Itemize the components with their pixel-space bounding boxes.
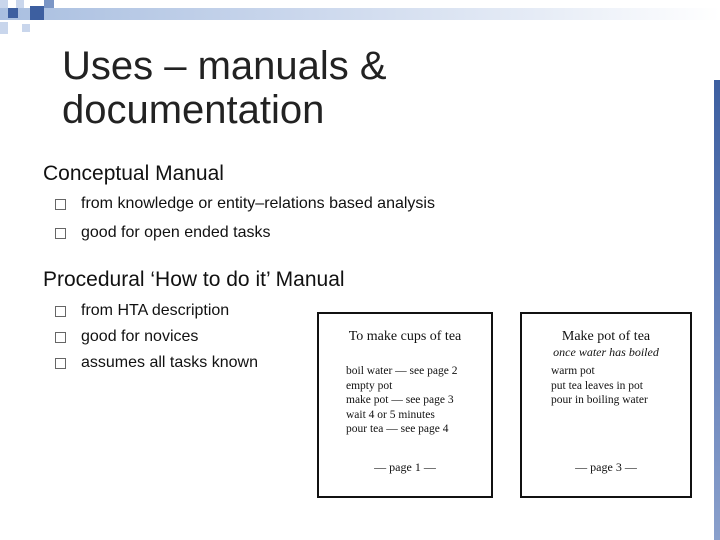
decoration-square (16, 0, 24, 8)
bullet-list-procedural (55, 298, 258, 376)
decoration-square (8, 8, 18, 18)
card-step: wait 4 or 5 minutes (346, 408, 435, 421)
checkbox-bullet-icon (55, 199, 66, 210)
slide-title: Uses – manuals & documentation (62, 44, 387, 132)
card-subtitle: once water has boiled (553, 345, 659, 359)
checkbox-bullet-icon (55, 228, 66, 239)
manual-page-card (317, 312, 493, 498)
card-page-number: — page 1 — (374, 460, 436, 474)
bullet-item (55, 220, 435, 246)
bullet-item (55, 324, 258, 350)
card-page-number: — page 3 — (575, 460, 637, 474)
card-title: Make pot of tea (561, 329, 651, 344)
bullet-text: good for open ended tasks (81, 224, 271, 241)
card-step: put tea leaves in pot (551, 379, 643, 392)
card-step: pour in boiling water (551, 394, 648, 406)
decoration-square (22, 24, 30, 32)
bullet-text: assumes all tasks known (81, 354, 258, 371)
bullet-text: from knowledge or entity–relations based analysis (81, 195, 435, 212)
bullet-text: good for novices (81, 328, 199, 345)
section-heading-procedural: Procedural ‘How to do it’ Manual (43, 268, 345, 291)
card-title: To make cups of tea (348, 329, 462, 344)
bullet-text: from HTA description (81, 302, 230, 319)
right-edge-decoration (714, 80, 720, 540)
card-step: warm pot (551, 365, 595, 377)
checkbox-bullet-icon (55, 306, 66, 317)
bullet-item (55, 350, 258, 376)
card-steps (346, 364, 457, 437)
card-step: boil water — see page 2 (346, 365, 458, 377)
card-steps (551, 364, 648, 408)
header-decoration-bar (0, 8, 720, 20)
decoration-square (0, 0, 8, 8)
card-step: empty pot (346, 379, 393, 392)
bullet-list-conceptual (55, 191, 435, 246)
checkbox-bullet-icon (55, 358, 66, 369)
bullet-item (55, 298, 258, 324)
card-step: make pot — see page 3 (346, 394, 454, 406)
decoration-square (0, 22, 8, 34)
decoration-square (30, 6, 44, 20)
decoration-square (44, 0, 54, 8)
card-step: pour tea — see page 4 (346, 423, 449, 435)
section-heading-conceptual: Conceptual Manual (43, 162, 224, 185)
manual-page-card (520, 312, 692, 498)
bullet-item (55, 191, 435, 217)
checkbox-bullet-icon (55, 332, 66, 343)
